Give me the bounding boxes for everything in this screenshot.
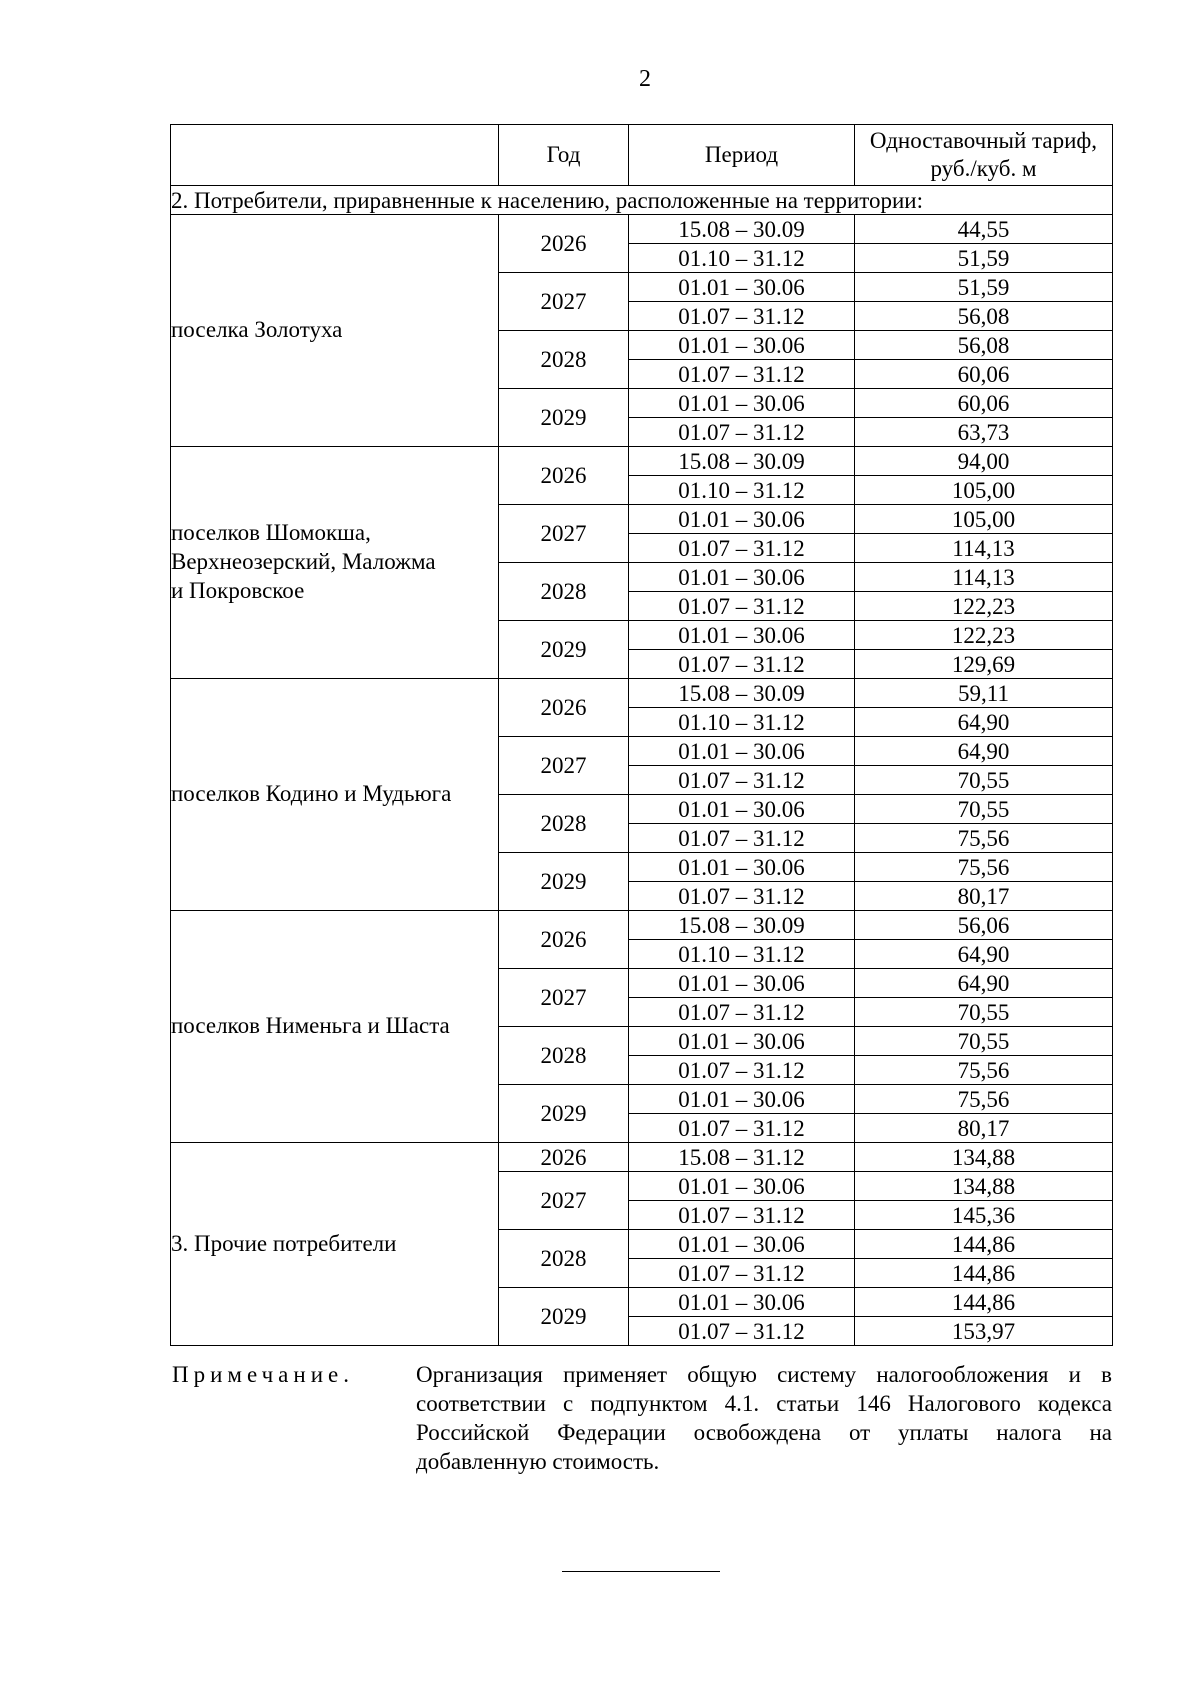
year-cell: 2026 xyxy=(499,679,629,737)
tariff-cell: 63,73 xyxy=(855,418,1113,447)
header-tariff-line2: руб./куб. м xyxy=(930,156,1037,181)
tariff-cell: 145,36 xyxy=(855,1201,1113,1230)
tariff-cell: 153,97 xyxy=(855,1317,1113,1346)
period-cell: 01.01 – 30.06 xyxy=(629,969,855,998)
period-cell: 01.01 – 30.06 xyxy=(629,563,855,592)
tariff-cell: 75,56 xyxy=(855,824,1113,853)
tariff-cell: 129,69 xyxy=(855,650,1113,679)
period-cell: 01.07 – 31.12 xyxy=(629,360,855,389)
period-cell: 01.07 – 31.12 xyxy=(629,650,855,679)
year-cell: 2028 xyxy=(499,1027,629,1085)
tariff-table xyxy=(170,124,1113,1346)
year-cell: 2028 xyxy=(499,563,629,621)
table-header-row xyxy=(171,125,1113,186)
period-cell: 01.07 – 31.12 xyxy=(629,1317,855,1346)
period-cell: 01.07 – 31.12 xyxy=(629,766,855,795)
period-cell: 15.08 – 31.12 xyxy=(629,1143,855,1172)
tariff-cell: 64,90 xyxy=(855,708,1113,737)
tariff-cell: 75,56 xyxy=(855,853,1113,882)
table-row xyxy=(171,215,1113,244)
tariff-cell: 70,55 xyxy=(855,795,1113,824)
period-cell: 01.01 – 30.06 xyxy=(629,331,855,360)
year-cell: 2029 xyxy=(499,389,629,447)
period-cell: 01.01 – 30.06 xyxy=(629,1027,855,1056)
tariff-cell: 134,88 xyxy=(855,1172,1113,1201)
tariff-cell: 144,86 xyxy=(855,1230,1113,1259)
tariff-cell: 122,23 xyxy=(855,592,1113,621)
section-title: 2. Потребители, приравненные к населению, расположенные на территории: xyxy=(171,186,1113,215)
period-cell: 01.07 – 31.12 xyxy=(629,302,855,331)
header-period: Период xyxy=(629,125,855,186)
table-row xyxy=(171,1143,1113,1172)
period-cell: 01.10 – 31.12 xyxy=(629,244,855,273)
period-cell: 01.07 – 31.12 xyxy=(629,824,855,853)
tariff-cell: 44,55 xyxy=(855,215,1113,244)
tariff-cell: 114,13 xyxy=(855,534,1113,563)
period-cell: 01.10 – 31.12 xyxy=(629,476,855,505)
tariff-cell: 70,55 xyxy=(855,1027,1113,1056)
tariff-cell: 80,17 xyxy=(855,882,1113,911)
period-cell: 01.01 – 30.06 xyxy=(629,621,855,650)
tariff-cell: 134,88 xyxy=(855,1143,1113,1172)
period-cell: 01.07 – 31.12 xyxy=(629,1259,855,1288)
year-cell: 2029 xyxy=(499,1085,629,1143)
tariff-cell: 75,56 xyxy=(855,1056,1113,1085)
header-location xyxy=(171,125,499,186)
period-cell: 01.07 – 31.12 xyxy=(629,998,855,1027)
location-line: поселка Золотуха xyxy=(171,317,343,343)
year-cell: 2026 xyxy=(499,215,629,273)
location-cell xyxy=(171,447,499,679)
year-cell: 2026 xyxy=(499,911,629,969)
year-cell: 2027 xyxy=(499,505,629,563)
tariff-cell: 144,86 xyxy=(855,1259,1113,1288)
tariff-cell: 122,23 xyxy=(855,621,1113,650)
year-cell: 2026 xyxy=(499,1143,629,1172)
tariff-cell: 80,17 xyxy=(855,1114,1113,1143)
period-cell: 01.07 – 31.12 xyxy=(629,418,855,447)
location-cell xyxy=(171,911,499,1143)
location-line: поселков Нименьга и Шаста xyxy=(171,1013,450,1039)
year-cell: 2027 xyxy=(499,969,629,1027)
location-line: поселков Шомокша, xyxy=(171,520,371,546)
year-cell: 2027 xyxy=(499,1172,629,1230)
header-tariff xyxy=(855,125,1113,186)
year-cell: 2027 xyxy=(499,273,629,331)
period-cell: 01.07 – 31.12 xyxy=(629,882,855,911)
tariff-cell: 64,90 xyxy=(855,940,1113,969)
tariff-cell: 56,08 xyxy=(855,331,1113,360)
location-line: Верхнеозерский, Маложма xyxy=(171,549,436,575)
year-cell: 2029 xyxy=(499,1288,629,1346)
period-cell: 01.10 – 31.12 xyxy=(629,940,855,969)
location-cell xyxy=(171,1143,499,1346)
page-number: 2 xyxy=(639,66,651,92)
note-text: Организация применяет общую систему налогообложения и в соответствии с подпунктом 4.1. статьи 146 Налогового кодекса Российской Федерации освобождена от уплаты налога на добавленную стоимость. xyxy=(416,1362,1112,1474)
section-row xyxy=(171,186,1113,215)
year-cell: 2028 xyxy=(499,1230,629,1288)
location-line: и Покровское xyxy=(171,577,305,603)
year-cell: 2029 xyxy=(499,853,629,911)
tariff-cell: 60,06 xyxy=(855,389,1113,418)
location-line: 3. Прочие потребители xyxy=(171,1230,397,1256)
year-cell: 2029 xyxy=(499,621,629,679)
period-cell: 01.01 – 30.06 xyxy=(629,853,855,882)
location-cell xyxy=(171,215,499,447)
period-cell: 15.08 – 30.09 xyxy=(629,911,855,940)
tariff-cell: 114,13 xyxy=(855,563,1113,592)
period-cell: 01.01 – 30.06 xyxy=(629,737,855,766)
period-cell: 01.07 – 31.12 xyxy=(629,1114,855,1143)
note-label: Примечание. xyxy=(172,1362,354,1387)
year-cell: 2028 xyxy=(499,795,629,853)
tariff-cell: 75,56 xyxy=(855,1085,1113,1114)
header-tariff-line1: Одноставочный тариф, xyxy=(869,128,1098,154)
year-cell: 2028 xyxy=(499,331,629,389)
period-cell: 01.10 – 31.12 xyxy=(629,708,855,737)
year-cell: 2026 xyxy=(499,447,629,505)
period-cell: 15.08 – 30.09 xyxy=(629,447,855,476)
period-cell: 01.01 – 30.06 xyxy=(629,389,855,418)
location-cell xyxy=(171,679,499,911)
header-year: Год xyxy=(499,125,629,186)
tariff-cell: 105,00 xyxy=(855,505,1113,534)
tariff-cell: 70,55 xyxy=(855,766,1113,795)
tariff-cell: 59,11 xyxy=(855,679,1113,708)
end-separator-line xyxy=(562,1571,720,1572)
period-cell: 01.01 – 30.06 xyxy=(629,1230,855,1259)
period-cell: 01.01 – 30.06 xyxy=(629,1172,855,1201)
table-row xyxy=(171,679,1113,708)
period-cell: 01.01 – 30.06 xyxy=(629,273,855,302)
tariff-cell: 64,90 xyxy=(855,737,1113,766)
period-cell: 01.01 – 30.06 xyxy=(629,1288,855,1317)
location-line: поселков Кодино и Мудьюга xyxy=(171,781,452,807)
period-cell: 15.08 – 30.09 xyxy=(629,215,855,244)
tariff-cell: 56,06 xyxy=(855,911,1113,940)
period-cell: 01.07 – 31.12 xyxy=(629,1056,855,1085)
tariff-cell: 70,55 xyxy=(855,998,1113,1027)
tariff-cell: 144,86 xyxy=(855,1288,1113,1317)
period-cell: 01.01 – 30.06 xyxy=(629,1085,855,1114)
period-cell: 01.07 – 31.12 xyxy=(629,592,855,621)
table-row xyxy=(171,911,1113,940)
tariff-cell: 60,06 xyxy=(855,360,1113,389)
tariff-cell: 94,00 xyxy=(855,447,1113,476)
tariff-cell: 105,00 xyxy=(855,476,1113,505)
period-cell: 01.07 – 31.12 xyxy=(629,534,855,563)
tariff-cell: 64,90 xyxy=(855,969,1113,998)
period-cell: 15.08 – 30.09 xyxy=(629,679,855,708)
year-cell: 2027 xyxy=(499,737,629,795)
tariff-cell: 56,08 xyxy=(855,302,1113,331)
period-cell: 01.01 – 30.06 xyxy=(629,795,855,824)
tariff-cell: 51,59 xyxy=(855,273,1113,302)
table-row xyxy=(171,447,1113,476)
period-cell: 01.07 – 31.12 xyxy=(629,1201,855,1230)
period-cell: 01.01 – 30.06 xyxy=(629,505,855,534)
tariff-cell: 51,59 xyxy=(855,244,1113,273)
